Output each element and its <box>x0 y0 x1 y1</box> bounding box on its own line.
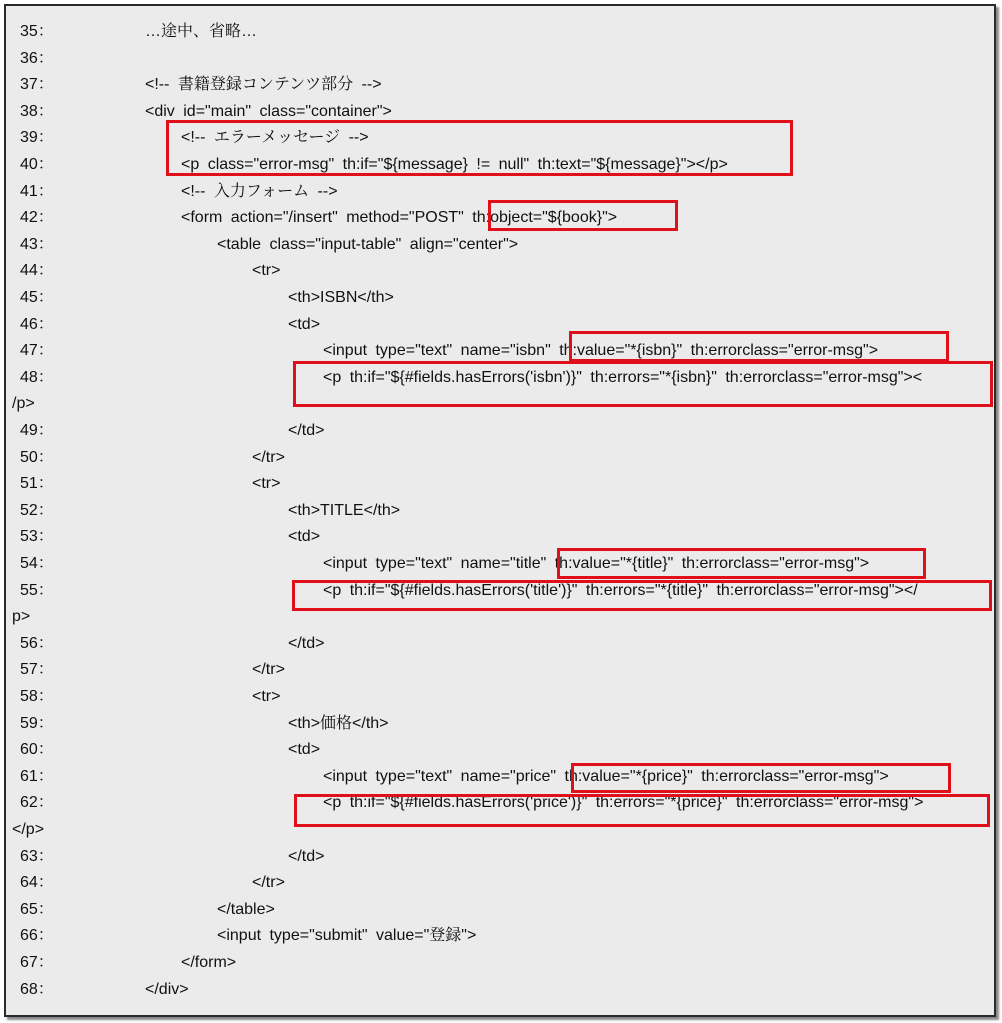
line-number: 57： <box>20 661 54 679</box>
line-number: 61： <box>20 767 54 785</box>
line-number: 35： <box>20 23 54 40</box>
line-number: 42： <box>20 209 54 227</box>
line-number: 43： <box>20 235 54 253</box>
line-number: 55： <box>20 581 54 599</box>
code-text-wrap: /p> <box>12 395 35 413</box>
code-line <box>6 470 994 497</box>
code-text: <form action="/insert" method="POST" th:object="${book}"> <box>181 209 618 227</box>
code-text-wrap: p> <box>12 608 31 626</box>
code-text: …途中、省略… <box>145 23 258 40</box>
code-line <box>6 497 994 524</box>
highlight-title-input <box>557 548 926 579</box>
code-text: </div> <box>145 980 189 998</box>
code-text: </td> <box>288 847 325 865</box>
code-text: </tr> <box>252 661 285 679</box>
line-number: 50： <box>20 448 54 466</box>
line-number: 53： <box>20 528 54 546</box>
code-text: </td> <box>288 422 325 439</box>
code-line <box>6 976 994 1003</box>
code-text: <table class="input-table" align="center"> <box>217 235 519 253</box>
code-line <box>6 710 994 737</box>
code-line <box>6 257 994 284</box>
line-number: 52： <box>20 501 54 519</box>
highlight-error-message <box>166 120 793 176</box>
line-number: 66： <box>20 927 54 945</box>
code-line <box>6 18 994 45</box>
code-line <box>6 444 994 471</box>
code-text: <tr> <box>252 688 281 705</box>
highlight-price-input <box>571 763 951 793</box>
code-text: <td> <box>288 528 321 546</box>
line-number: 41： <box>20 182 54 200</box>
line-number: 56： <box>20 634 54 652</box>
code-text: <td> <box>288 315 321 333</box>
line-number: 40： <box>20 156 54 173</box>
code-line <box>6 630 994 657</box>
line-number: 63： <box>20 847 54 865</box>
highlight-isbn-input <box>569 331 949 362</box>
code-text: <!-- 入力フォーム --> <box>181 182 338 200</box>
line-number: 47： <box>20 342 54 360</box>
code-line <box>6 843 994 870</box>
code-text: </form> <box>181 954 237 971</box>
code-text: <!-- 書籍登録コンテンツ部分 --> <box>145 76 382 94</box>
code-text: <tr> <box>252 475 281 493</box>
code-line <box>6 71 994 98</box>
code-line <box>6 736 994 763</box>
code-text-wrap: </p> <box>12 821 45 838</box>
code-line <box>6 45 994 72</box>
highlight-th-object <box>488 200 678 231</box>
line-number: 60： <box>20 741 54 759</box>
line-number: 48： <box>20 368 54 386</box>
code-text: <th>価格</th> <box>288 714 389 732</box>
highlight-isbn-errors <box>293 361 993 407</box>
code-text: <!-- エラーメッセージ --> <box>181 129 369 147</box>
line-number: 62： <box>20 794 54 812</box>
code-text: <input type="text" name="isbn" th:value="*{isbn}" th:errorclass="error-msg"> <box>323 342 879 360</box>
code-text: <td> <box>288 741 321 759</box>
code-line <box>6 231 994 258</box>
code-text: <input type="submit" value="登録"> <box>217 927 477 945</box>
line-number: 65： <box>20 900 54 918</box>
code-text: </table> <box>217 900 275 918</box>
line-number: 45： <box>20 289 54 306</box>
code-line <box>6 284 994 311</box>
line-number: 36： <box>20 49 54 67</box>
code-text: <div id="main" class="container"> <box>145 102 392 120</box>
code-line <box>6 683 994 710</box>
code-listing-panel <box>4 4 996 1017</box>
highlight-title-errors <box>292 580 992 611</box>
code-line <box>6 896 994 923</box>
line-number: 38： <box>20 102 54 120</box>
code-line <box>6 523 994 550</box>
line-number: 54： <box>20 555 54 572</box>
line-number: 44： <box>20 262 54 280</box>
code-text: <p th:if="${#fields.hasErrors('isbn')}" th:errors="*{isbn}" th:errorclass="error-msg">< <box>323 368 923 386</box>
code-text: <p th:if="${#fields.hasErrors('title')}" th:errors="*{title}" th:errorclass="error-msg"></ <box>323 581 918 599</box>
line-number: 64： <box>20 874 54 892</box>
line-number: 46： <box>20 315 54 333</box>
line-number: 49： <box>20 422 54 439</box>
code-line <box>6 869 994 896</box>
highlight-price-errors <box>294 794 990 827</box>
code-text: </tr> <box>252 448 285 466</box>
code-text: <input type="text" name="price" th:value="*{price}" th:errorclass="error-msg"> <box>323 767 889 785</box>
line-number: 68： <box>20 980 54 998</box>
line-number: 39： <box>20 129 54 147</box>
code-line <box>6 417 994 444</box>
code-line <box>6 656 994 683</box>
code-text: <input type="text" name="title" th:value="*{title}" th:errorclass="error-msg"> <box>323 555 870 572</box>
line-number: 59： <box>20 714 54 732</box>
code-line <box>6 949 994 976</box>
code-text: </tr> <box>252 874 285 892</box>
line-number: 51： <box>20 475 54 493</box>
code-line <box>6 922 994 949</box>
line-number: 67： <box>20 954 54 971</box>
code-text: <p class="error-msg" th:if="${message} != null" th:text="${message}"></p> <box>181 156 728 173</box>
code-text: <p th:if="${#fields.hasErrors('price')}" th:errors="*{price}" th:errorclass="error-msg"> <box>323 794 924 812</box>
code-text: <th>TITLE</th> <box>288 501 401 519</box>
line-number: 37： <box>20 76 54 94</box>
line-number: 58： <box>20 688 54 705</box>
code-text: </td> <box>288 634 325 652</box>
code-text: <tr> <box>252 262 281 280</box>
code-text: <th>ISBN</th> <box>288 289 394 306</box>
